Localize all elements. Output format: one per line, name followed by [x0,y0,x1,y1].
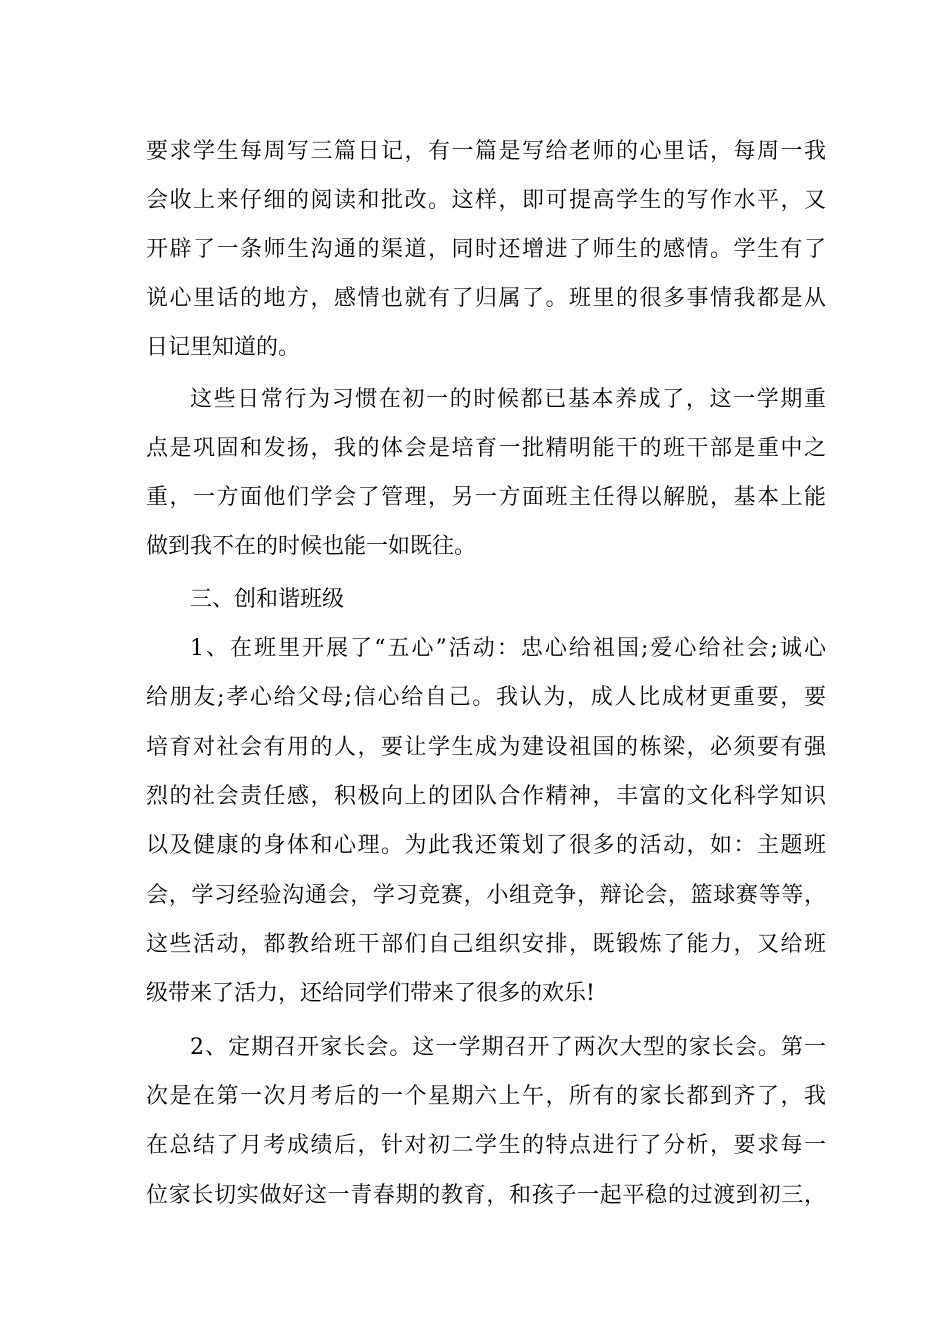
text-line: 给朋友;孝心给父母;信心给自己。我认为，成人比成材更重要，要 [146,685,826,710]
text-line: 这些日常行为习惯在初一的时候都已基本养成了，这一学期重 [190,387,826,412]
text-line: 会收上来仔细的阅读和批改。这样，即可提高学生的写作水平，又 [146,188,826,213]
text-line: 2、定期召开家长会。这一学期召开了两次大型的家长会。第一 [190,1035,826,1060]
text-line: 级带来了活力，还给同学们带来了很多的欢乐! [146,981,595,1006]
text-line: 开辟了一条师生沟通的渠道，同时还增进了师生的感情。学生有了 [146,237,826,262]
text-line: 重，一方面他们学会了管理，另一方面班主任得以解脱，基本上能 [146,485,826,510]
text-line: 烈的社会责任感，积极向上的团队合作精神，丰富的文化科学知识 [146,784,826,809]
text-line: 做到我不在的时候也能一如既往。 [146,534,477,559]
text-line: 点是巩固和发扬，我的体会是培育一批精明能干的班干部是重中之 [146,436,826,461]
text-line: 这些活动，都教给班干部们自己组织安排，既锻炼了能力，又给班 [146,932,826,957]
text-line: 位家长切实做好这一青春期的教育，和孩子一起平稳的过渡到初三， [146,1183,826,1208]
text-line: 要求学生每周写三篇日记，有一篇是写给老师的心里话，每周一我 [146,139,826,164]
text-line: 1、在班里开展了“五心”活动：忠心给祖国;爱心给社会;诚心 [190,636,826,661]
text-line: 日记里知道的。 [146,335,301,360]
text-line: 说心里话的地方，感情也就有了归属了。班里的很多事情我都是从 [146,286,826,311]
text-line: 次是在第一次月考后的一个星期六上午，所有的家长都到齐了，我 [146,1084,826,1109]
text-line: 在总结了月考成绩后，针对初二学生的特点进行了分析，要求每一 [146,1133,826,1158]
text-line: 会，学习经验沟通会，学习竞赛，小组竞争，辩论会，篮球赛等等， [146,883,826,908]
text-line: 以及健康的身体和心理。为此我还策划了很多的活动，如：主题班 [146,833,826,858]
section-heading: 三、创和谐班级 [190,587,345,612]
text-line: 培育对社会有用的人，要让学生成为建设祖国的栋梁，必须要有强 [146,735,826,760]
